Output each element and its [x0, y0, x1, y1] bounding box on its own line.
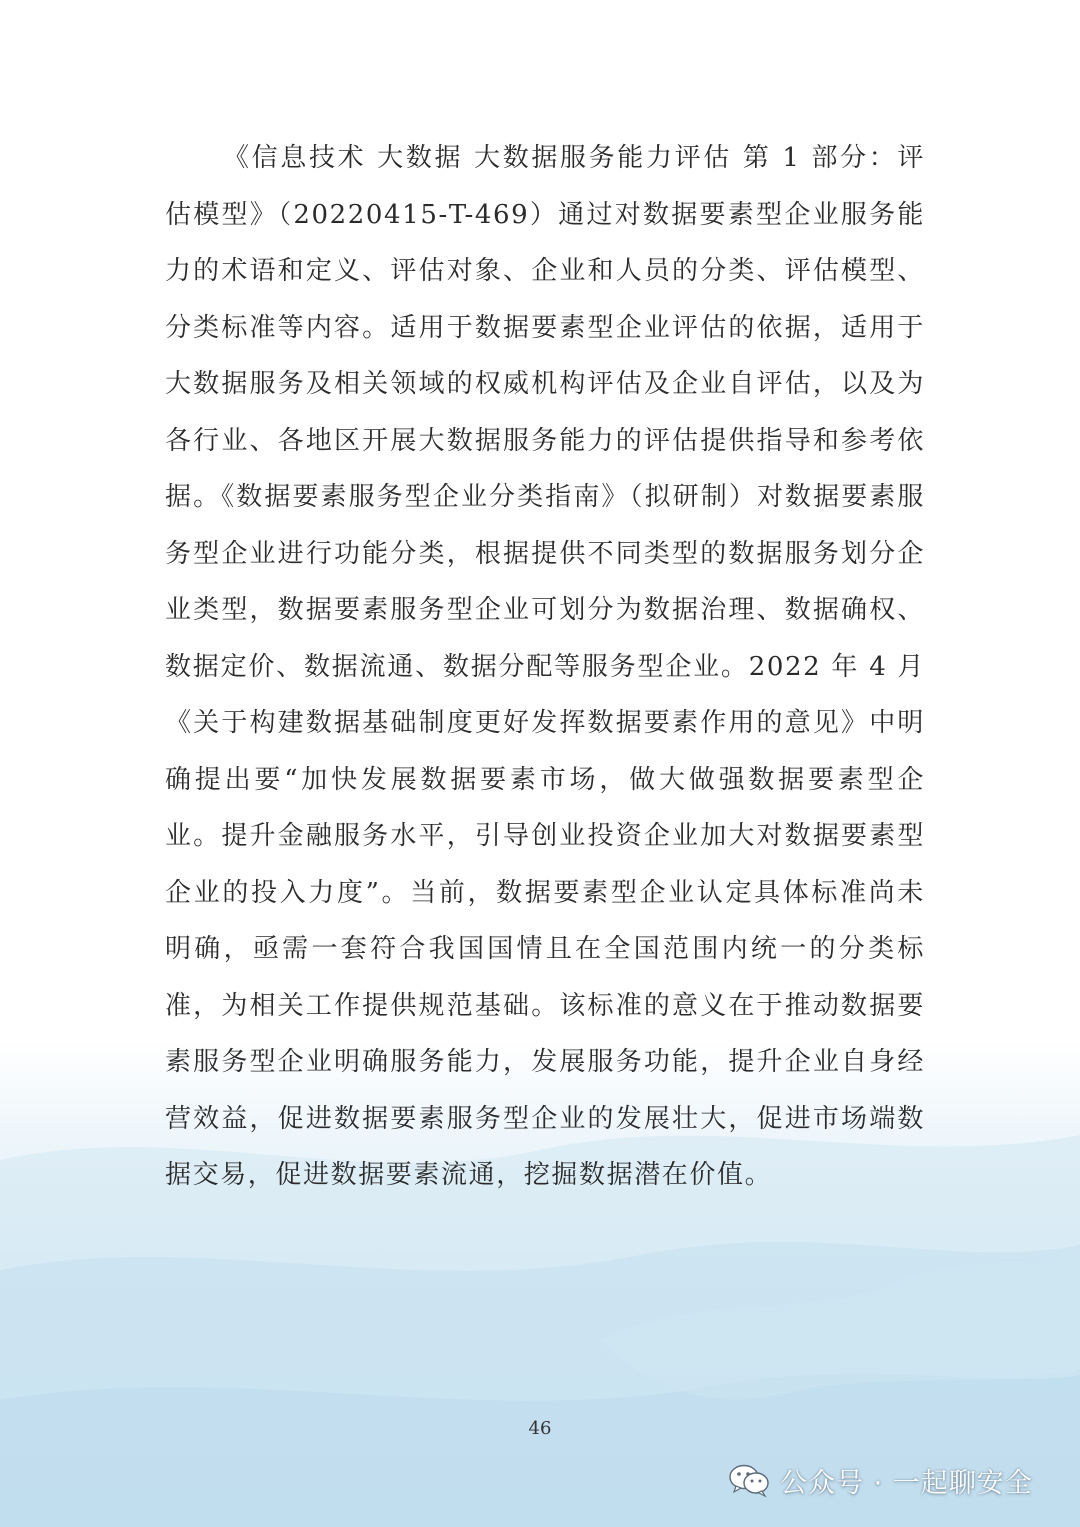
wechat-icon — [728, 1462, 770, 1498]
page-number: 46 — [528, 1418, 552, 1439]
body-paragraph: 《信息技术 大数据 大数据服务能力评估 第 1 部分：评估模型》（20220415-T-469）通过对数据要素型企业服务能力的术语和定义、评估对象、企业和人员的分类、评估模型、分类标准等内容。适用于数据要素型企业评估的依据，适用于大数据服务及相关领域的权威机构评估及企业自评估，以及为各行业、各地区开展大数据服务能力的评估提供指导和参考依据。《数据要素服务型企业分类指南》（拟研制）对数据要素服务型企业进行功能分类，根据提供不同类型的数据服务划分企业类型，数据要素服务型企业可划分为数据治理、数据确权、数据定价、数据流通、数据分配等服务型企业。2022 年 4 月《关于构建数据基础制度更好发挥数据要素作用的意见》中明确提出要“加快发展数据要素市场，做大做强数据要素型企业。提升金融服务水平，引导创业投资企业加大对数据要素型企业的投入力度”。当前，数据要素型企业认定具体标准尚未明确，亟需一套符合我国国情且在全国范围内统一的分类标准，为相关工作提供规范基础。该标准的意义在于推动数据要素服务型企业明确服务能力，发展服务功能，提升企业自身经营效益，促进数据要素服务型企业的发展壮大，促进市场端数据交易，促进数据要素流通，挖掘数据潜在价值。 — [165, 143, 925, 1190]
watermark-text: 公众号 · 一起聊安全 — [780, 1467, 1033, 1499]
wechat-watermark — [728, 1458, 1033, 1502]
